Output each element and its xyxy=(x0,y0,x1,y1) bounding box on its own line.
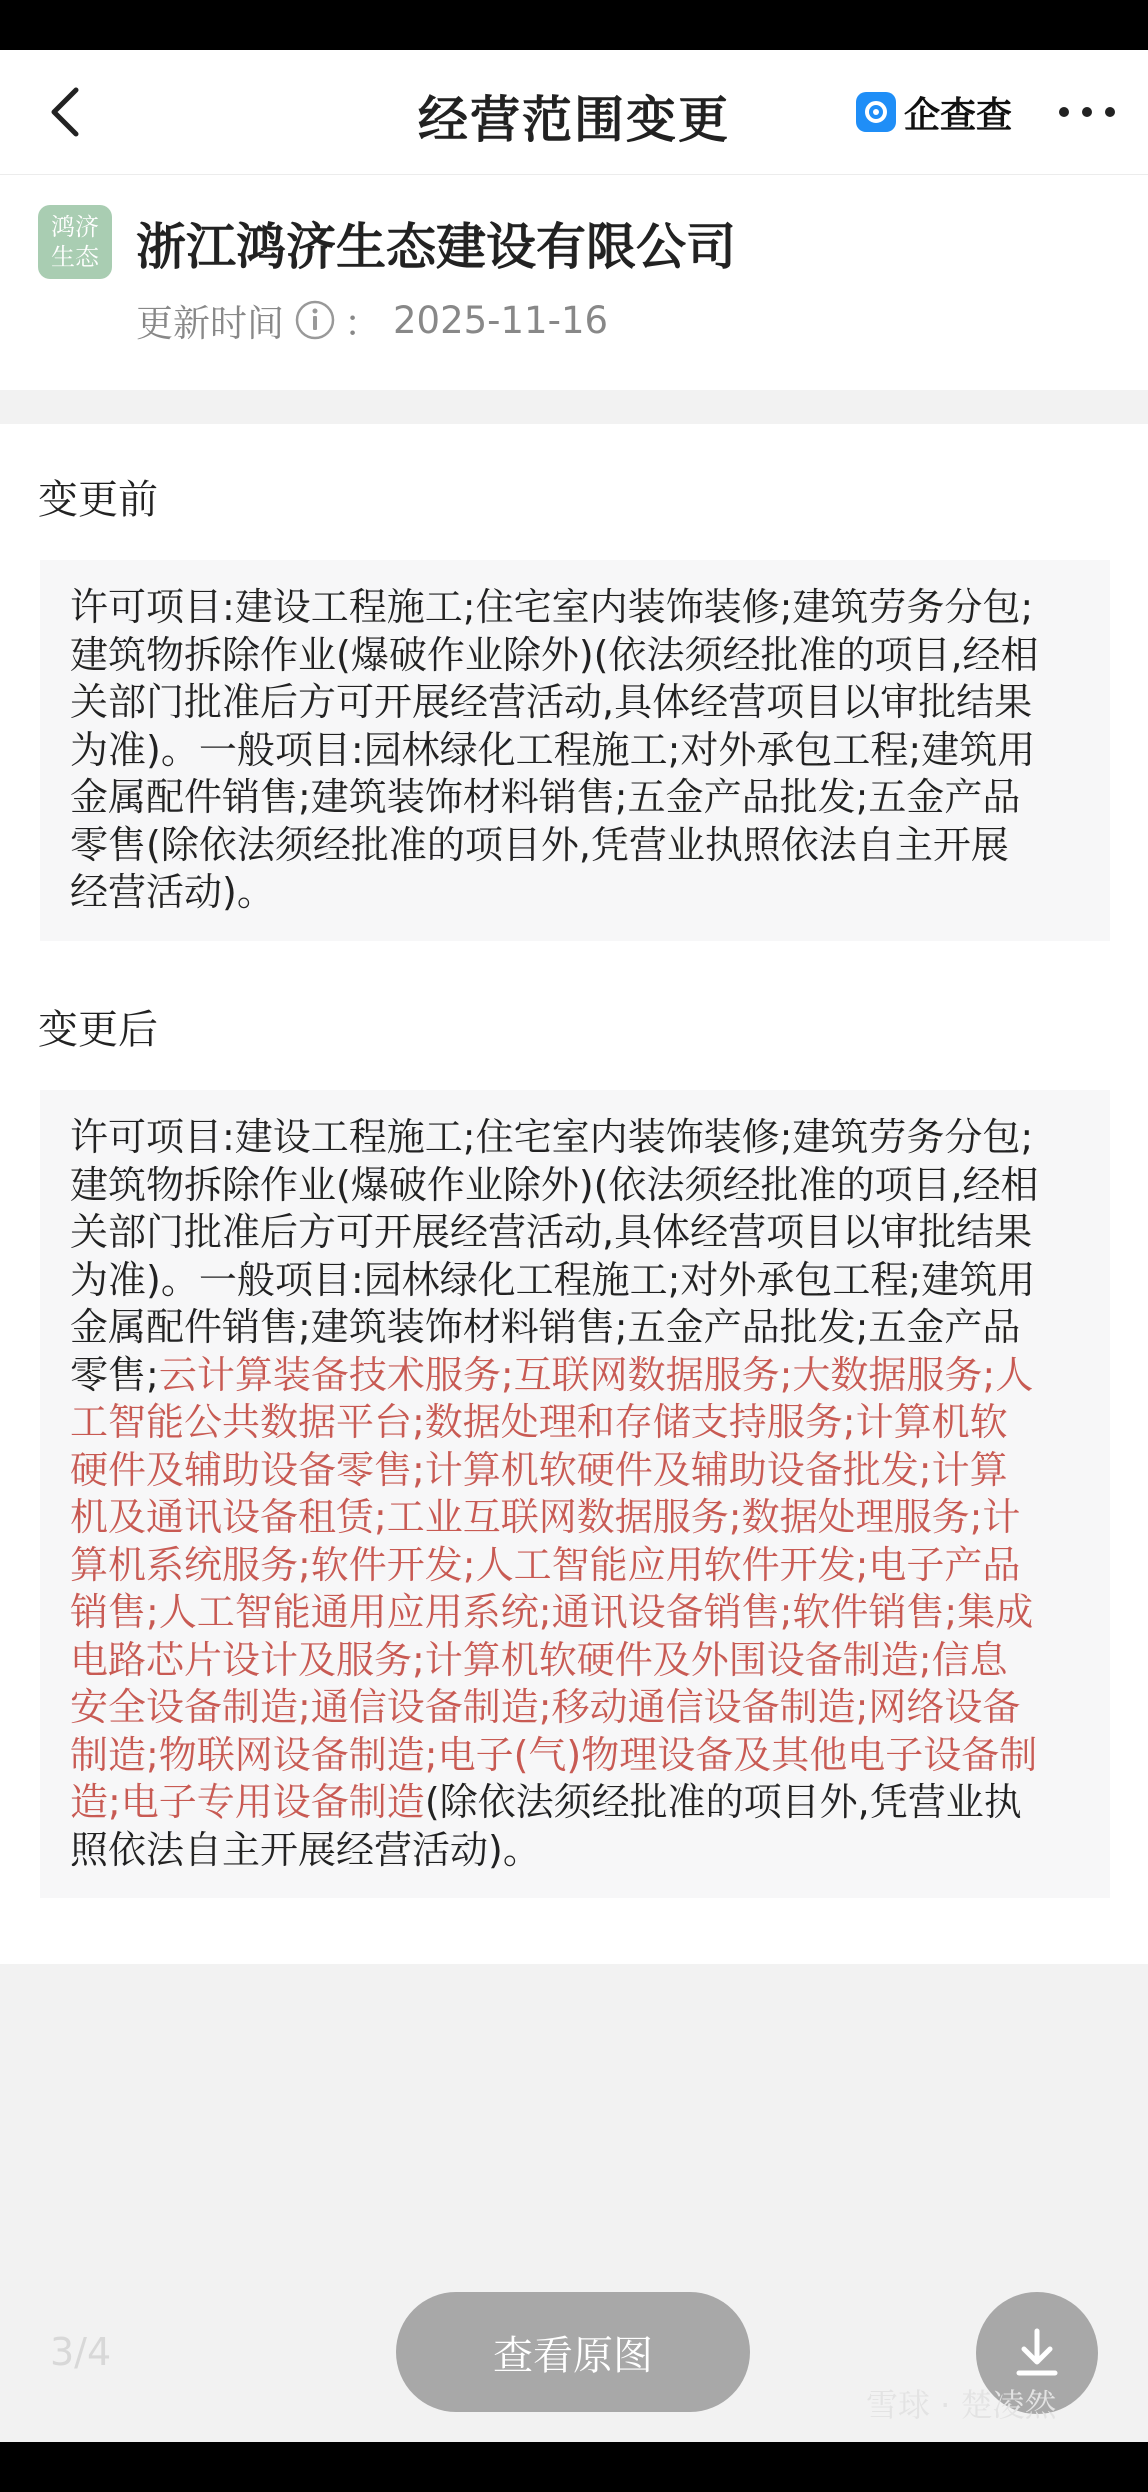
brand-logo xyxy=(856,82,1012,142)
more-dots-icon[interactable] xyxy=(1052,90,1122,134)
bottom-bar xyxy=(0,2442,1148,2492)
before-text-line: 经营活动)。 xyxy=(70,870,275,914)
page-counter: 3/4 xyxy=(50,2330,112,2374)
scope-text: (除依法须经批准的项目外,凭营业执 xyxy=(424,1780,1022,1824)
update-time-separator: ： xyxy=(344,302,381,345)
after-text-line xyxy=(70,1779,1080,1827)
status-bar xyxy=(0,0,1148,50)
after-text-line xyxy=(70,1542,1080,1590)
brand-c-icon xyxy=(856,92,896,132)
company-logo-line2: 生态 xyxy=(51,243,99,271)
update-time-row xyxy=(136,293,608,347)
after-text-box xyxy=(40,1090,1110,1898)
after-text-line xyxy=(70,1732,1080,1780)
added-scope-text: 硬件及辅助设备零售;计算机软硬件及辅助设备批发;计算 xyxy=(70,1447,1008,1492)
added-scope-text: 算机系统服务;软件开发;人工智能应用软件开发;电子产品 xyxy=(70,1542,1021,1587)
after-text-line xyxy=(70,1637,1080,1685)
added-scope-text: 造;电子专用设备制造 xyxy=(70,1780,425,1824)
after-text-line xyxy=(70,1352,1080,1400)
added-scope-text: 云计算装备技术服务;互联网数据服务;大数据服务;人 xyxy=(158,1352,1034,1397)
before-text-line: 许可项目:建设工程施工;住宅室内装饰装修;建筑劳务分包; xyxy=(70,585,1034,629)
after-text-line xyxy=(70,1209,1080,1257)
company-card xyxy=(0,175,1148,390)
added-scope-text: 安全设备制造;通信设备制造;移动通信设备制造;网络设备 xyxy=(70,1685,1021,1729)
before-text-line: 零售(除依法须经批准的项目外,凭营业执照依法自主开展 xyxy=(70,822,1009,867)
scope-text: 许可项目:建设工程施工;住宅室内装饰装修;建筑劳务分包; xyxy=(70,1115,1034,1159)
before-text-line: 关部门批准后方可开展经营活动,具体经营项目以审批结果 xyxy=(70,680,1033,724)
before-text-line: 建筑物拆除作业(爆破作业除外)(依法须经批准的项目,经相 xyxy=(70,632,1039,677)
download-icon xyxy=(1007,2323,1067,2383)
watermark: 雪球 · 楚凌然 xyxy=(866,2386,1057,2424)
change-content xyxy=(0,424,1148,1964)
after-text-line xyxy=(70,1447,1080,1495)
after-text-line xyxy=(70,1257,1080,1305)
after-text-line xyxy=(70,1684,1080,1732)
nav-bar xyxy=(0,50,1148,175)
before-label: 变更前 xyxy=(38,477,158,523)
scope-text: 关部门批准后方可开展经营活动,具体经营项目以审批结果 xyxy=(70,1210,1033,1254)
scope-text: 建筑物拆除作业(爆破作业除外)(依法须经批准的项目,经相 xyxy=(70,1162,1039,1207)
scope-text: 为准)。一般项目:园林绿化工程施工;对外承包工程;建筑用 xyxy=(70,1257,1036,1302)
before-text-line: 为准)。一般项目:园林绿化工程施工;对外承包工程;建筑用 xyxy=(70,727,1036,772)
after-text-line xyxy=(70,1162,1080,1210)
info-icon[interactable] xyxy=(294,299,336,341)
after-text-line xyxy=(70,1589,1080,1637)
after-text-line xyxy=(70,1304,1080,1352)
view-original-button[interactable]: 查看原图 xyxy=(396,2292,750,2412)
added-scope-text: 制造;物联网设备制造;电子(气)物理设备及其他电子设备制 xyxy=(70,1732,1038,1777)
added-scope-text: 机及通讯设备租赁;工业互联网数据服务;数据处理服务;计 xyxy=(70,1495,1021,1539)
after-label: 变更后 xyxy=(38,1007,158,1053)
update-time-value: 2025-11-16 xyxy=(393,298,609,342)
before-text-box xyxy=(40,560,1110,941)
before-text-line: 金属配件销售;建筑装饰材料销售;五金产品批发;五金产品 xyxy=(70,775,1021,819)
added-scope-text: 电路芯片设计及服务;计算机软硬件及外围设备制造;信息 xyxy=(70,1637,1008,1682)
after-text-line xyxy=(70,1827,1080,1875)
added-scope-text: 销售;人工智能通用应用系统;通讯设备销售;软件销售;集成 xyxy=(70,1590,1034,1634)
page-title: 经营范围变更 xyxy=(418,91,730,149)
after-text-line xyxy=(70,1114,1080,1162)
company-logo xyxy=(38,205,112,279)
scope-text: 零售; xyxy=(70,1352,159,1397)
scope-text: 照依法自主开展经营活动)。 xyxy=(70,1827,541,1872)
added-scope-text: 工智能公共数据平台;数据处理和存储支持服务;计算机软 xyxy=(70,1400,1008,1444)
scope-text: 金属配件销售;建筑装饰材料销售;五金产品批发;五金产品 xyxy=(70,1305,1021,1349)
update-time-label: 更新时间 xyxy=(136,302,284,345)
company-name: 浙江鸿济生态建设有限公司 xyxy=(136,218,736,276)
company-logo-line1: 鸿济 xyxy=(51,213,99,241)
brand-name: 企查查 xyxy=(904,94,1013,136)
after-text-line xyxy=(70,1494,1080,1542)
after-text-line xyxy=(70,1399,1080,1447)
